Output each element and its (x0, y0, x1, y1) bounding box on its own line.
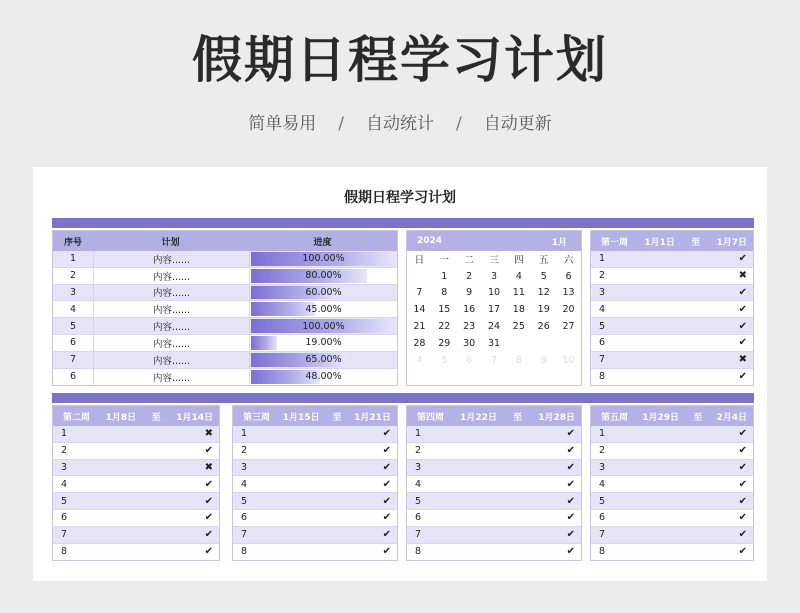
progress-row (53, 335, 397, 352)
status-mark-icon[interactable]: ✔ (738, 320, 747, 332)
week-start: 1月8日 (105, 412, 137, 423)
tag-auto-stats: 自动统计 (366, 114, 434, 134)
progress-value: 19.00% (305, 337, 342, 349)
header-progress: 进度 (313, 237, 332, 248)
row-no: 6 (69, 371, 77, 383)
calendar-day[interactable]: 18 (512, 304, 525, 316)
week-name: 第二周 (63, 412, 91, 423)
row-plan[interactable]: 内容...... (93, 285, 250, 301)
week-name: 第一周 (601, 237, 629, 248)
week-row (233, 544, 397, 561)
progress-table (52, 230, 398, 386)
sheet-title: 假期日程学习计划 (344, 190, 456, 206)
week-panel (52, 405, 220, 561)
status-mark-icon[interactable]: ✖ (204, 461, 213, 473)
progress-row (53, 301, 397, 318)
calendar-day[interactable]: 21 (413, 321, 426, 333)
week-row-no: 8 (599, 371, 606, 383)
status-mark-icon[interactable]: ✔ (738, 461, 747, 473)
progress-row (53, 268, 397, 285)
week-row (591, 493, 753, 510)
week-row-no: 1 (415, 428, 422, 440)
week-row-no: 7 (415, 529, 422, 541)
week-row (591, 251, 753, 268)
week-row-no: 1 (599, 253, 606, 265)
row-plan[interactable]: 内容...... (93, 369, 250, 386)
calendar-day[interactable]: 17 (487, 304, 501, 316)
row-no: 7 (69, 354, 77, 366)
week-header (591, 406, 753, 426)
calendar-day[interactable]: 6 (565, 270, 572, 282)
week-name: 第四周 (417, 412, 445, 423)
weekday-label: 五 (538, 255, 549, 267)
week-row (233, 476, 397, 493)
week-row-no: 2 (415, 445, 422, 457)
week-end: 1月7日 (716, 237, 747, 248)
status-mark-icon[interactable]: ✔ (382, 495, 391, 507)
weekday-label: 三 (489, 255, 499, 267)
progress-table-header (53, 231, 397, 251)
week-row-no: 6 (599, 337, 606, 349)
status-mark-icon[interactable]: ✔ (566, 478, 575, 490)
status-mark-icon[interactable]: ✔ (738, 253, 747, 265)
row-progress (250, 285, 397, 301)
tag-separator: / (456, 114, 462, 134)
calendar-day (556, 335, 581, 352)
status-mark-icon[interactable]: ✔ (738, 445, 747, 457)
calendar-day[interactable]: 4 (416, 354, 423, 366)
row-progress (250, 318, 397, 334)
week-row (53, 460, 219, 477)
week-to: 至 (151, 412, 161, 423)
row-plan[interactable]: 内容...... (93, 335, 250, 351)
weekday-label: 四 (514, 255, 524, 267)
week-name: 第三周 (243, 412, 271, 423)
status-mark-icon[interactable]: ✔ (382, 445, 391, 457)
week-row (591, 352, 753, 369)
row-no: 4 (69, 303, 77, 315)
week-row (591, 335, 753, 352)
week-panel (232, 405, 398, 561)
calendar-day[interactable]: 4 (515, 270, 522, 282)
calendar-day[interactable]: 8 (515, 354, 522, 366)
calendar-day[interactable]: 20 (562, 304, 575, 316)
status-mark-icon[interactable]: ✔ (738, 478, 747, 490)
progress-value: 48.00% (305, 371, 342, 383)
week-row (53, 443, 219, 460)
week-row-no: 7 (241, 529, 248, 541)
status-mark-icon[interactable]: ✔ (382, 529, 391, 541)
calendar-day[interactable]: 31 (487, 337, 501, 349)
week-row-no: 5 (599, 495, 606, 507)
calendar-day[interactable]: 29 (438, 337, 451, 349)
status-mark-icon[interactable]: ✔ (382, 546, 391, 558)
week-header (53, 406, 219, 426)
week-row-no: 5 (241, 495, 248, 507)
week-row-no: 4 (599, 303, 606, 315)
status-mark-icon[interactable]: ✖ (204, 428, 213, 440)
row-plan[interactable]: 内容...... (93, 318, 250, 334)
status-mark-icon[interactable]: ✔ (738, 512, 747, 524)
week-row (591, 510, 753, 527)
week-start: 1月22日 (460, 412, 497, 423)
calendar-day[interactable]: 2 (466, 270, 473, 282)
calendar-day[interactable]: 5 (540, 270, 547, 282)
week-start: 1月1日 (644, 237, 675, 248)
progress-row (53, 369, 397, 386)
row-no: 2 (69, 270, 77, 282)
calendar-year: 2024 (417, 236, 443, 246)
tag-easy: 简单易用 (248, 114, 317, 134)
week-row-no: 5 (415, 495, 422, 507)
weekday-label: 二 (464, 255, 474, 267)
calendar-day[interactable]: 11 (512, 287, 525, 299)
calendar-day[interactable]: 28 (413, 337, 426, 349)
status-mark-icon[interactable]: ✔ (738, 286, 747, 298)
calendar-day[interactable]: 9 (540, 354, 547, 366)
week-header (407, 406, 581, 426)
calendar (406, 230, 582, 386)
calendar-day[interactable]: 27 (562, 321, 575, 333)
row-progress (250, 335, 397, 351)
calendar-day[interactable]: 5 (441, 354, 448, 366)
status-mark-icon[interactable]: ✔ (382, 461, 391, 473)
week-end: 1月21日 (354, 412, 391, 423)
week-header (233, 406, 397, 426)
week-row-no: 8 (61, 546, 68, 558)
calendar-day[interactable]: 7 (416, 287, 423, 299)
status-mark-icon[interactable]: ✔ (566, 512, 575, 524)
week-row (591, 527, 753, 544)
week-row-no: 4 (61, 478, 68, 490)
week-to: 至 (693, 412, 703, 423)
week-row-no: 2 (599, 445, 606, 457)
status-mark-icon[interactable]: ✔ (738, 371, 747, 383)
week-panel (590, 230, 754, 386)
status-mark-icon[interactable]: ✔ (566, 529, 575, 541)
week-to: 至 (332, 412, 342, 423)
status-mark-icon[interactable]: ✔ (204, 546, 213, 558)
week-row-no: 6 (599, 512, 606, 524)
row-progress (250, 268, 397, 284)
status-mark-icon[interactable]: ✔ (738, 303, 747, 315)
weekday-label: 日 (414, 255, 425, 267)
week-row (407, 426, 581, 443)
calendar-header (407, 231, 581, 251)
week-row (233, 443, 397, 460)
weekday-label: 一 (439, 255, 450, 267)
calendar-day[interactable]: 16 (463, 304, 476, 316)
calendar-day[interactable]: 6 (466, 354, 473, 366)
header-no: 序号 (63, 237, 82, 248)
row-progress (250, 352, 397, 368)
week-row (53, 493, 219, 510)
week-row-no: 4 (241, 478, 248, 490)
calendar-day[interactable]: 22 (438, 321, 451, 333)
row-no: 1 (69, 253, 77, 265)
progress-row (53, 352, 397, 369)
status-mark-icon[interactable]: ✖ (738, 354, 747, 366)
status-mark-icon[interactable]: ✔ (204, 529, 213, 541)
calendar-day (506, 335, 531, 352)
progress-value: 100.00% (302, 320, 345, 332)
row-no: 3 (69, 286, 77, 298)
status-mark-icon[interactable]: ✔ (382, 512, 391, 524)
week-row (233, 460, 397, 477)
week-name: 第五周 (601, 412, 629, 423)
calendar-month: 1月 (551, 237, 567, 248)
calendar-day[interactable]: 1 (441, 270, 448, 282)
row-no: 5 (69, 320, 77, 332)
week-start: 1月29日 (642, 412, 680, 423)
week-row-no: 7 (599, 529, 606, 541)
week-panel (406, 405, 582, 561)
week-row (407, 460, 581, 477)
status-mark-icon[interactable]: ✔ (738, 546, 747, 558)
calendar-day[interactable]: 7 (490, 354, 498, 366)
week-header (591, 231, 753, 251)
row-plan[interactable]: 内容...... (93, 352, 250, 368)
status-mark-icon[interactable]: ✔ (204, 445, 213, 457)
status-mark-icon[interactable]: ✔ (204, 512, 213, 524)
row-plan[interactable]: 内容...... (93, 301, 250, 317)
week-panel (590, 405, 754, 561)
week-row-no: 2 (241, 445, 248, 457)
status-mark-icon[interactable]: ✔ (738, 495, 747, 507)
progress-value: 45.00% (305, 303, 342, 315)
week-row-no: 3 (61, 461, 68, 473)
header-plan: 计划 (161, 237, 180, 248)
week-row (591, 318, 753, 335)
section-band (52, 393, 754, 403)
week-to: 至 (691, 237, 701, 248)
calendar-day (407, 268, 432, 285)
feature-tags (0, 112, 800, 136)
week-row-no: 3 (415, 461, 422, 473)
week-row-no: 6 (241, 512, 248, 524)
week-row-no: 5 (599, 320, 606, 332)
week-row (407, 493, 581, 510)
week-row-no: 3 (599, 461, 606, 473)
progress-row (53, 251, 397, 268)
spreadsheet (33, 167, 767, 581)
calendar-day[interactable]: 10 (562, 354, 575, 366)
week-row-no: 7 (599, 354, 606, 366)
week-row (233, 426, 397, 443)
week-row (53, 426, 219, 443)
week-row (53, 510, 219, 527)
progress-bar (251, 336, 277, 350)
calendar-day[interactable]: 12 (537, 287, 550, 299)
calendar-day[interactable]: 13 (562, 287, 575, 299)
week-end: 1月14日 (176, 412, 213, 423)
week-row (407, 527, 581, 544)
calendar-day[interactable]: 30 (463, 337, 476, 349)
progress-row (53, 318, 397, 335)
row-progress (250, 301, 397, 317)
status-mark-icon[interactable]: ✖ (738, 270, 747, 282)
week-row (407, 544, 581, 561)
calendar-day[interactable]: 14 (413, 304, 426, 316)
week-row-no: 8 (415, 546, 422, 558)
week-row-no: 7 (61, 529, 68, 541)
week-row-no: 5 (61, 495, 68, 507)
week-row (591, 285, 753, 302)
week-row-no: 3 (599, 286, 606, 298)
week-row (407, 443, 581, 460)
week-row (53, 544, 219, 561)
status-mark-icon[interactable]: ✔ (738, 529, 747, 541)
progress-value: 65.00% (305, 354, 342, 366)
week-row (591, 460, 753, 477)
status-mark-icon[interactable]: ✔ (566, 428, 575, 440)
calendar-day[interactable]: 3 (490, 270, 498, 282)
week-row-no: 2 (599, 270, 606, 282)
week-row-no: 6 (415, 512, 422, 524)
week-row-no: 2 (61, 445, 68, 457)
row-no: 6 (69, 337, 77, 349)
page-title: 假期日程学习计划 (192, 31, 608, 89)
week-row-no: 1 (61, 428, 68, 440)
week-row (591, 426, 753, 443)
progress-value: 60.00% (305, 286, 342, 298)
status-mark-icon[interactable]: ✔ (204, 478, 213, 490)
week-row (233, 527, 397, 544)
calendar-day[interactable]: 23 (463, 321, 476, 333)
tag-separator: / (338, 114, 344, 134)
calendar-day[interactable]: 19 (537, 304, 550, 316)
status-mark-icon[interactable]: ✔ (204, 495, 213, 507)
row-plan[interactable]: 内容...... (93, 251, 250, 267)
week-row (233, 493, 397, 510)
week-row (53, 527, 219, 544)
progress-value: 100.00% (302, 253, 345, 265)
status-mark-icon[interactable]: ✔ (738, 428, 747, 440)
weekday-label: 六 (563, 255, 574, 267)
calendar-day[interactable]: 25 (512, 321, 525, 333)
week-start: 1月15日 (282, 412, 320, 423)
week-row-no: 4 (599, 478, 606, 490)
calendar-day[interactable]: 8 (441, 287, 448, 299)
week-end: 2月4日 (716, 412, 747, 423)
calendar-day (531, 335, 556, 352)
week-row-no: 8 (241, 546, 248, 558)
week-row-no: 8 (599, 546, 606, 558)
week-row (591, 476, 753, 493)
status-mark-icon[interactable]: ✔ (382, 478, 391, 490)
status-mark-icon[interactable]: ✔ (382, 428, 391, 440)
week-row (233, 510, 397, 527)
status-mark-icon[interactable]: ✔ (566, 546, 575, 558)
row-progress (250, 369, 397, 386)
week-row-no: 1 (599, 428, 606, 440)
status-mark-icon[interactable]: ✔ (566, 495, 575, 507)
week-row (591, 268, 753, 285)
row-progress (250, 251, 397, 267)
status-mark-icon[interactable]: ✔ (566, 445, 575, 457)
week-row-no: 6 (61, 512, 68, 524)
week-row (407, 510, 581, 527)
week-end: 1月28日 (538, 412, 575, 423)
week-row-no: 4 (415, 478, 422, 490)
week-row (591, 369, 753, 386)
week-row (591, 301, 753, 318)
week-row (591, 544, 753, 561)
section-band (52, 218, 754, 228)
progress-row (53, 285, 397, 302)
calendar-day[interactable]: 15 (438, 304, 451, 316)
week-row (407, 476, 581, 493)
calendar-day[interactable]: 10 (487, 287, 501, 299)
calendar-day[interactable]: 26 (537, 321, 550, 333)
week-row-no: 3 (241, 461, 248, 473)
week-row (53, 476, 219, 493)
calendar-day[interactable]: 24 (487, 321, 501, 333)
week-row (591, 443, 753, 460)
status-mark-icon[interactable]: ✔ (566, 461, 575, 473)
status-mark-icon[interactable]: ✔ (738, 337, 747, 349)
week-to: 至 (513, 412, 523, 423)
calendar-day[interactable]: 9 (466, 287, 473, 299)
tag-auto-update: 自动更新 (483, 114, 552, 134)
row-plan[interactable]: 内容...... (93, 268, 250, 284)
progress-value: 80.00% (305, 270, 342, 282)
week-row-no: 1 (241, 428, 248, 440)
